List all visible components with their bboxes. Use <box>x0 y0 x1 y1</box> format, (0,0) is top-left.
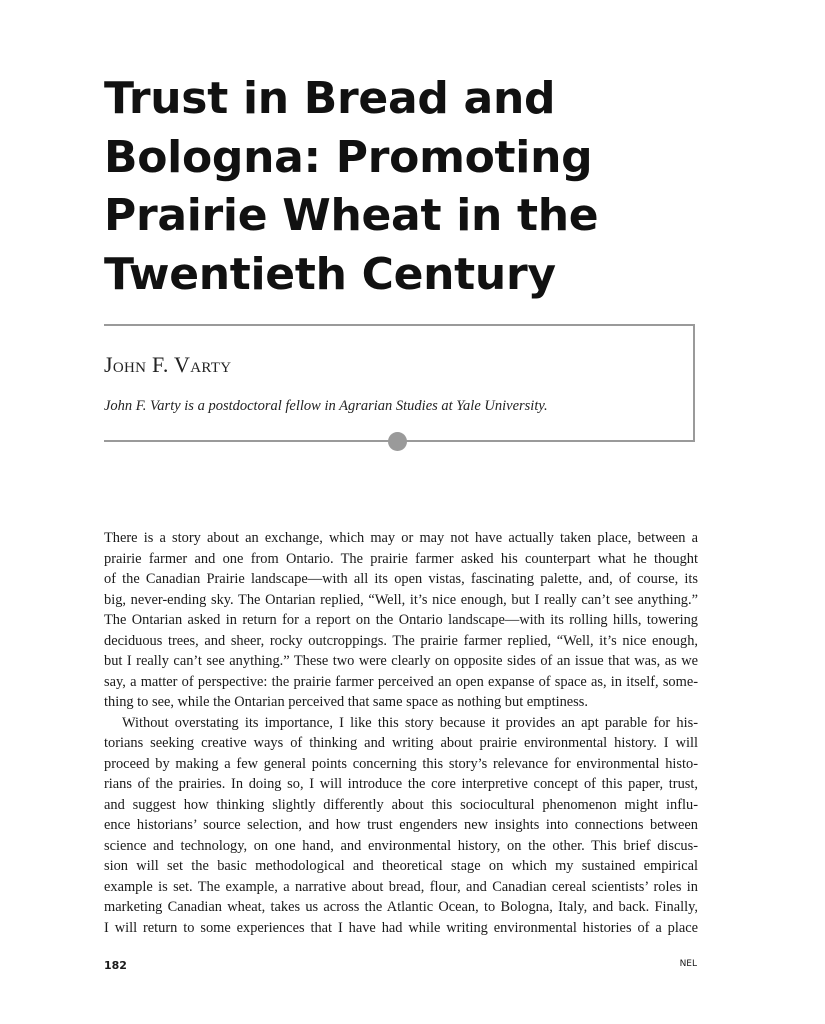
author-box <box>104 324 695 442</box>
author-name: John F. Varty <box>104 352 232 377</box>
body-line: science and technology, on one hand, and environmental history, on the other. This brief discus- <box>104 837 698 854</box>
author-bio: John F. Varty is a postdoctoral fellow in Agrarian Studies at Yale University. <box>104 398 548 414</box>
body-line: and suggest how thinking slightly differently about this sociocultural phenomenon might influ- <box>104 796 698 813</box>
body-line: but I really can’t see anything.” These two were clearly on opposite sides of an issue that was, as we <box>104 653 698 669</box>
body-line: example is set. The example, a narrative about bread, flour, and Canadian cereal scientists’ roles in <box>104 878 698 895</box>
body-line: I will return to some experiences that I have had while writing environmental histories of a place <box>104 919 698 936</box>
body-line: torians seeking creative ways of thinking and writing about prairie environmental history. I will <box>104 735 698 751</box>
body-line: Without overstating its importance, I like this story because it provides an apt parable for his- <box>122 714 698 731</box>
body-line: of the Canadian Prairie landscape—with all its open vistas, fascinating palette, and, of course, its <box>104 571 698 587</box>
body-line: ence historians’ source selection, and how trust engenders new insights into connections between <box>104 817 698 833</box>
article-title <box>104 70 704 304</box>
title-line: Twentieth Century <box>104 248 556 300</box>
body-line: thing to see, while the Ontarian perceived that same space as nothing but emptiness. <box>104 694 588 710</box>
body-line: There is a story about an exchange, which may or may not have actually taken place, between a <box>104 530 698 546</box>
decorative-dot <box>388 432 407 451</box>
body-line: The Ontarian asked in return for a report on the Ontario landscape—with its rolling hills, towering <box>104 612 698 628</box>
page-number: 182 <box>104 959 127 972</box>
body-line: marketing Canadian wheat, takes us across the Atlantic Ocean, to Bologna, Italy, and back. Finally, <box>104 899 698 915</box>
body-line: sion will set the basic methodological and theoretical stage on which my sustained empirical <box>104 858 698 874</box>
body-text <box>104 528 698 938</box>
body-line: big, never-ending sky. The Ontarian replied, “Well, it’s nice enough, but I really can’t see anything.” <box>104 591 698 608</box>
title-line: Prairie Wheat in the <box>104 190 599 241</box>
body-line: deciduous trees, and sheer, rocky outcroppings. The prairie farmer replied, “Well, it’s nice enough, <box>104 632 698 649</box>
body-line: say, a matter of perspective: the prairie farmer perceived an open expanse of space as, in itself, some- <box>104 673 698 690</box>
publisher-mark: NEL <box>679 959 697 969</box>
title-line: Bologna: Promoting <box>104 131 593 183</box>
title-line: Trust in Bread and <box>104 73 556 124</box>
body-line: proceed by making a few general points concerning this story’s relevance for environmental histo- <box>104 755 698 772</box>
body-line: rians of the prairies. In doing so, I will introduce the core interpretive concept of this paper, trust, <box>104 776 698 792</box>
body-line: prairie farmer and one from Ontario. The prairie farmer asked his counterpart what he thought <box>104 550 698 567</box>
